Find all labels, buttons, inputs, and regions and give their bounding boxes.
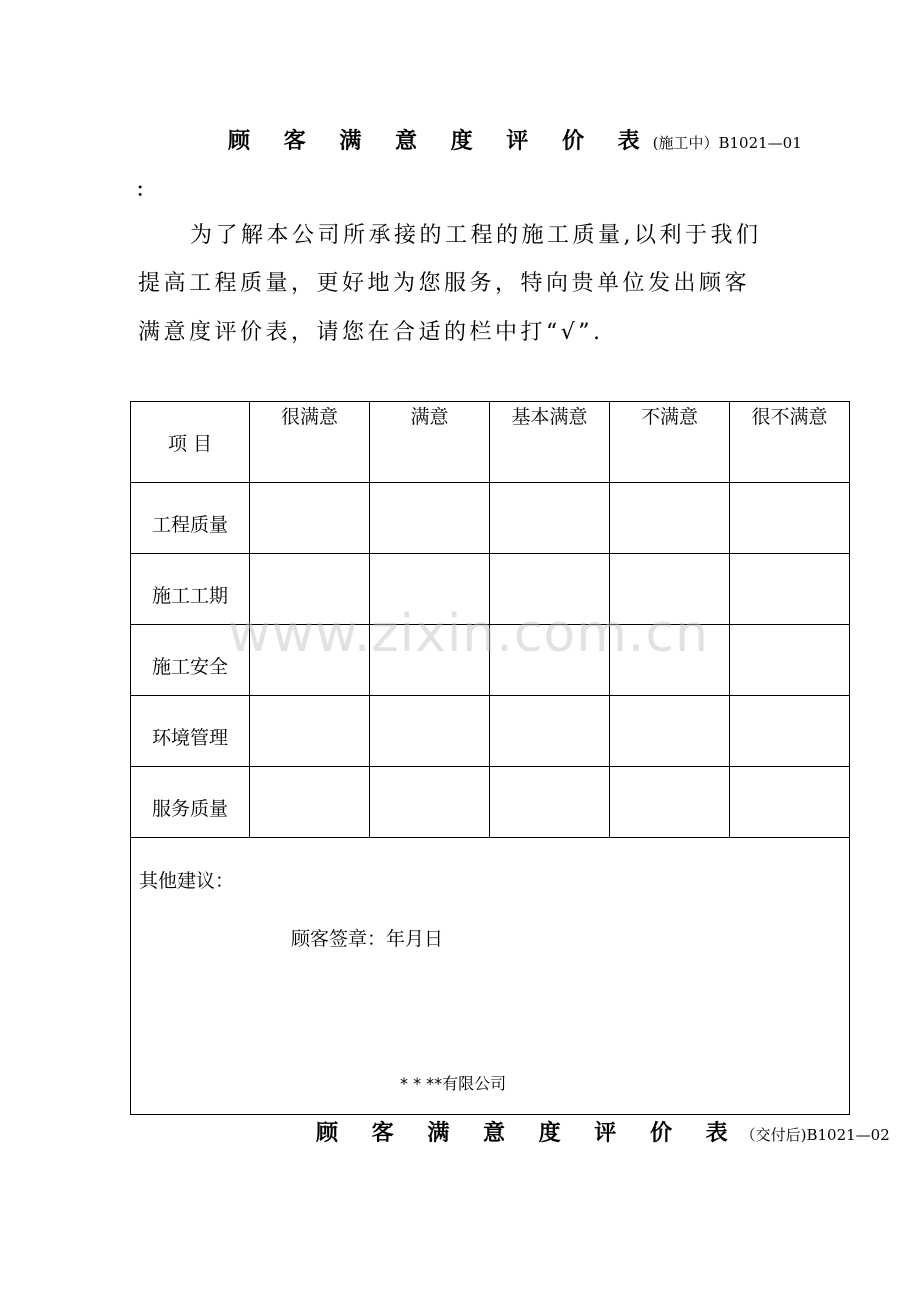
column-header: 很满意 — [250, 402, 370, 483]
rating-cell[interactable] — [610, 767, 730, 838]
rating-cell[interactable] — [370, 767, 490, 838]
table-row — [131, 696, 850, 767]
rating-cell[interactable] — [250, 483, 370, 554]
column-header: 满意 — [370, 402, 490, 483]
intro-line-1: 为了解本公司所承接的工程的施工质量,以利于我们 — [190, 223, 762, 248]
rating-cell[interactable] — [490, 767, 610, 838]
rating-cell[interactable] — [250, 696, 370, 767]
row-label: 工程质量 — [131, 483, 250, 554]
row-label: 环境管理 — [131, 696, 250, 767]
form1-title-suffix: (施工中）B1021—01 — [652, 134, 802, 152]
form2-title-main: 顾 客 满 意 度 评 价 表 — [316, 1120, 741, 1146]
column-header: 不满意 — [610, 402, 730, 483]
rating-cell[interactable] — [610, 483, 730, 554]
column-header: 很不满意 — [730, 402, 850, 483]
form2-title-suffix: （交付后)B1021—02 — [740, 1126, 890, 1144]
satisfaction-table — [130, 401, 850, 1115]
form1-title-main: 顾 客 满 意 度 评 价 表 — [228, 128, 653, 154]
rating-cell[interactable] — [370, 483, 490, 554]
rating-cell[interactable] — [610, 696, 730, 767]
table-row — [131, 483, 850, 554]
rating-cell[interactable] — [250, 767, 370, 838]
rating-cell[interactable] — [490, 696, 610, 767]
item-header: 项 目 — [131, 402, 250, 483]
rating-cell[interactable] — [730, 625, 850, 696]
signature-label: 顾客签章：年月日 — [291, 928, 444, 950]
column-header: 基本满意 — [490, 402, 610, 483]
row-label: 施工工期 — [131, 554, 250, 625]
rating-cell[interactable] — [490, 483, 610, 554]
watermark: www.zixin.com.cn — [228, 604, 709, 664]
form2-title — [316, 1116, 890, 1147]
suggestions-label: 其他建议： — [139, 870, 235, 892]
rating-cell[interactable] — [730, 554, 850, 625]
table-row — [131, 767, 850, 838]
rating-cell[interactable] — [730, 767, 850, 838]
row-label: 施工安全 — [131, 625, 250, 696]
rating-cell[interactable] — [370, 696, 490, 767]
table-header-row — [131, 402, 850, 483]
company-name: * * **有限公司 — [400, 1074, 507, 1093]
row-label: 服务质量 — [131, 767, 250, 838]
form1-title — [228, 124, 802, 155]
salutation: ： — [136, 180, 154, 201]
intro-line-2: 提高工程质量，更好地为您服务，特向贵单位发出顾客 — [138, 271, 751, 296]
intro-line-3: 满意度评价表，请您在合适的栏中打“√”. — [138, 320, 604, 345]
rating-cell[interactable] — [730, 696, 850, 767]
rating-cell[interactable] — [730, 483, 850, 554]
